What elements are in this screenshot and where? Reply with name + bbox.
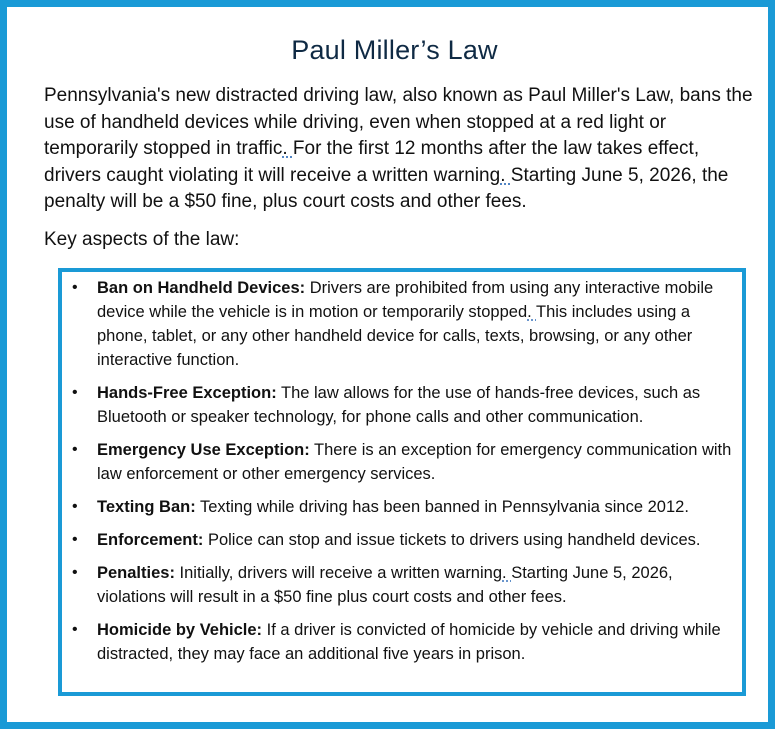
item-text: Starting June 5, 2026, violations will result in a $50 fine plus court costs and other fees. [97, 564, 673, 606]
item-term: Penalties: [97, 564, 175, 582]
bullet: • [72, 498, 78, 515]
item-text: There is an exception for emergency communication with law enforcement or other emergency services. [97, 441, 732, 483]
bullet: • [72, 279, 78, 296]
item-text: This includes using a phone, tablet, or any other handheld device for calls, texts, browsing, or any other interactive function. [97, 303, 693, 369]
item-term: Homicide by Vehicle: [97, 621, 263, 639]
key-aspects-box [58, 268, 746, 696]
key-aspects-heading: Key aspects of the law: [44, 229, 240, 250]
item-term: Hands-Free Exception: [97, 384, 277, 402]
list-item [62, 438, 742, 486]
bullet: • [72, 531, 78, 548]
bullet: • [72, 564, 78, 581]
item-term: Texting Ban: [97, 498, 196, 516]
list-item [62, 381, 742, 429]
citation-link[interactable]: . [500, 164, 511, 186]
item-text: The law allows for the use of hands-free devices, such as Bluetooth or speaker technology, for phone calls and other communication. [97, 384, 701, 426]
list-item [62, 276, 742, 372]
item-term: Ban on Handheld Devices: [97, 279, 306, 297]
item-term: Enforcement: [97, 531, 204, 549]
citation-link[interactable]: . [282, 138, 293, 159]
intro-text-1: Pennsylvania's new distracted driving law, also known as Paul Miller's Law, bans the use of handheld devices while driving, even when stopped at a red light or temporarily stopped in traffic [44, 85, 753, 159]
item-text: Drivers are prohibited from using any interactive mobile device while the vehicle is in motion or temporarily stopped [97, 279, 714, 321]
citation-link[interactable]: . [502, 564, 512, 582]
item-text: Police can stop and issue tickets to drivers using handheld devices. [203, 531, 701, 549]
intro-paragraph [44, 83, 754, 216]
citation-link[interactable]: . [527, 303, 537, 321]
list-item [62, 528, 742, 552]
key-aspects-list [62, 276, 742, 675]
item-term: Emergency Use Exception: [97, 441, 310, 459]
list-item [62, 495, 742, 519]
page-title: Paul Miller’s Law [291, 35, 498, 65]
item-text: If a driver is convicted of homicide by vehicle and driving while distracted, they may face an additional five years in prison. [97, 621, 721, 663]
bullet: • [72, 384, 78, 401]
list-item [62, 618, 742, 666]
bullet: • [72, 621, 78, 638]
item-text: Texting while driving has been banned in Pennsylvania since 2012. [195, 498, 689, 516]
intro-text-2: For the first 12 months after the law takes effect, drivers caught violating it will receive a written warning [44, 138, 700, 186]
item-text: Initially, drivers will receive a written warning [174, 564, 503, 582]
intro-text-3: Starting June 5, 2026, the penalty will be a $50 fine, plus court costs and other fees. [44, 164, 729, 212]
bullet: • [72, 441, 78, 458]
list-item [62, 561, 742, 609]
